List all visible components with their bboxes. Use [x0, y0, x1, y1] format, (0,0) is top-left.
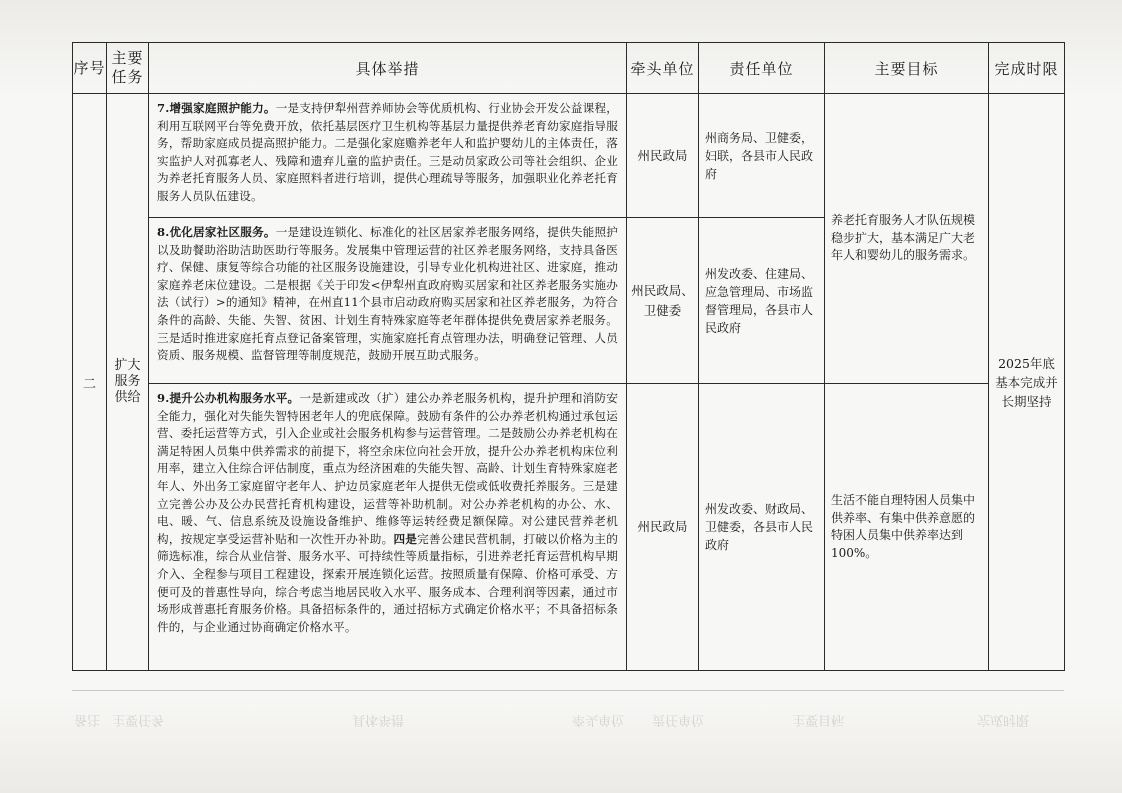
ghost-header-5: 主要目标	[792, 712, 845, 727]
header-row	[73, 43, 1065, 94]
lead-unit-8: 州民政局、卫健委	[627, 218, 699, 384]
group-seq: 二	[73, 94, 107, 671]
responsible-unit-9: 州发改委、财政局、卫健委，各县市人民政府	[699, 384, 825, 671]
bleed-through-divider	[72, 690, 1064, 691]
group-deadline: 2025年底基本完成并长期坚持	[989, 94, 1065, 671]
header-measures: 具体举措	[149, 43, 627, 94]
table-row	[73, 384, 1065, 671]
ghost-header-0: 备注	[74, 712, 101, 727]
goal-upper: 养老托育服务人才队伍规模稳步扩大，基本满足广大老年人和婴幼儿的服务需求。	[825, 94, 989, 384]
lead-unit-7: 州民政局	[627, 94, 699, 218]
bleed-through-header	[72, 692, 1064, 754]
measure-9-body-1: 一是新建或改（扩）建公办养老服务机构，提升护理和消防安全能力，强化对失能失智特困老年人的兜底保障。鼓励有条件的公办养老机构通过承包运营、委托运营等方式，引入企业或社会服务机构参与运营管理。二是鼓励公办养老机构在满足特困人员集中供养需求的前提下，将空余床位向社会开放，提升公办养老机构床位利用率，建立入住综合评估制度，重点为经济困难的失能失智、高龄、计划生育特殊家庭老年人、外出务工家庭留守老年人、护边员家庭老年人提供无偿或低收费托养服务。三是建立完善公办及公办民营托育机构建设，运营等补助机制。对公办养老机构的办公、水、电、暖、气、信息系统及设施设备维护、维修等运转经费足额保障。对公建民营养老机构，按规定享受运营补贴和一次性开办补助。	[157, 391, 618, 546]
measure-9-body-2: 四是	[393, 531, 418, 546]
responsible-unit-7: 州商务局、卫健委，妇联，各县市人民政府	[699, 94, 825, 218]
header-deadline: 完成时限	[989, 43, 1065, 94]
measure-9-title: 9.提升公办机构服务水平。	[157, 391, 300, 405]
goal-lower: 生活不能自理特困人员集中供养率、有集中供养意愿的特困人员集中供养率达到100%。	[825, 384, 989, 671]
measure-9	[149, 384, 627, 671]
header-goal: 主要目标	[825, 43, 989, 94]
header-task: 主要任务	[107, 43, 149, 94]
lead-unit-9: 州民政局	[627, 384, 699, 671]
table-row	[73, 94, 1065, 218]
measure-8-title: 8.优化居家社区服务。	[157, 225, 276, 239]
header-lead: 牵头单位	[627, 43, 699, 94]
group-task: 扩大服务供给	[107, 94, 149, 671]
measure-9-body-3: 完善公建民营机制，打破以价格为主的筛选标准，综合从业信誉、服务水平、可持续性等质量指标，引进养老托育运营机构早期介入、全程参与项目工程建设，探索开展连锁化运营。按照质量有保障、价格可承受、方便可及的普惠性导向，综合考虑当地居民收入水平、服务成本、合理利润等因素，通过市场形成普惠托育服务价格。具备招标条件的，通过招标方式确定价格水平；不具备招标条件的，与企业通过协商确定价格水平。	[157, 531, 618, 634]
ghost-header-1: 主要任务	[112, 712, 165, 727]
ghost-header-4: 责任单位	[652, 712, 705, 727]
ghost-header-3: 牵头单位	[572, 712, 625, 727]
measures-table	[72, 42, 1065, 671]
ghost-header-2: 具体举措	[352, 712, 405, 727]
measure-7	[149, 94, 627, 218]
header-responsible: 责任单位	[699, 43, 825, 94]
measure-7-body: 一是支持伊犁州营养师协会等优质机构、行业协会开发公益课程，利用互联网平台等免费开放，依托基层医疗卫生机构等基层力量提供养老育幼家庭指导服务，帮助家庭成员提高照护能力。二是强化家庭赡养老年人和监护婴幼儿的主体责任，落实监护人对孤寡老人、残障和遗弃儿童的监护责任。三是动员家政公司等社会组织、企业为养老托育服务人员、家庭照料者进行培训，提供心理疏导等服务，加强职业化养老托育服务人员队伍建设。	[157, 101, 618, 203]
header-seq: 序号	[73, 43, 107, 94]
measure-8	[149, 218, 627, 384]
measure-7-title: 7.增强家庭照护能力。	[157, 101, 276, 115]
ghost-header-6: 完成时限	[977, 712, 1030, 727]
measure-8-body: 一是建设连锁化、标准化的社区居家养老服务网络，提供失能照护以及助餐助浴助洁助医助行等服务。发展集中管理运营的社区养老服务网络，支持具备医疗、保健、康复等综合功能的社区服务设施建设，引导专业化机构进社区、进家庭，推动家庭养老床位建设。二是根据《关于印发<伊犁州直政府购买居家和社区养老服务实施办法（试行）>的通知》精神，在州直11个县市启动政府购买居家和社区养老服务，为符合条件的高龄、失能、失智、贫困、计划生育特殊家庭等老年群体提供免费居家养老服务。三是适时推进家庭托育点登记备案管理，实施家庭托育点管理办法，明确登记管理、人员资质、服务规模、监督管理等制度规范，鼓励开展互助式服务。	[157, 225, 618, 363]
responsible-unit-8: 州发改委、住建局、应急管理局、市场监督管理局，各县市人民政府	[699, 218, 825, 384]
